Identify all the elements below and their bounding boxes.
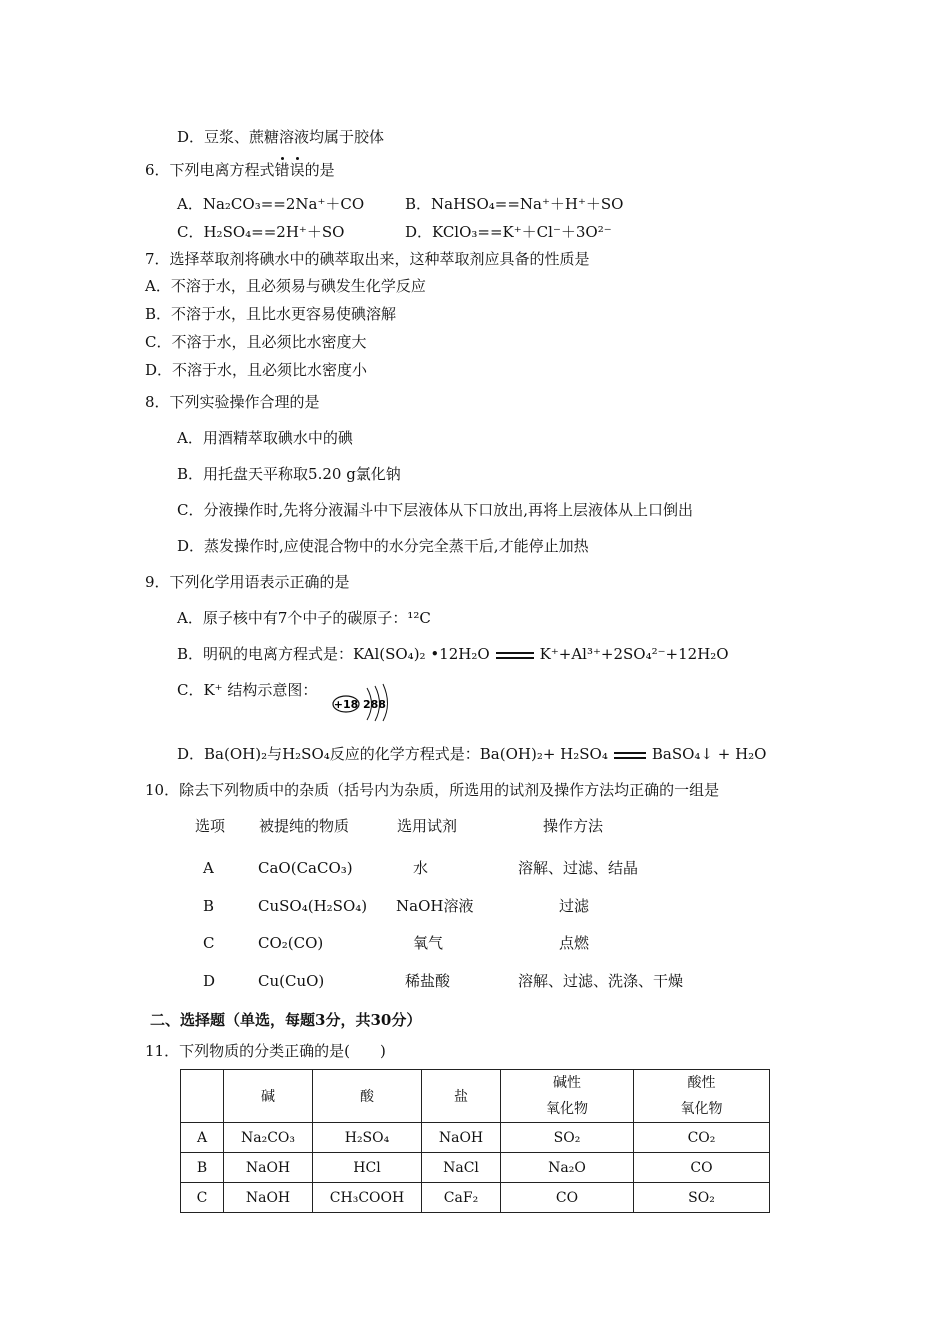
q6-option-a: A．Na₂CO₃==2Na⁺＋CO: [177, 195, 365, 213]
q6-stem-emphasis-2: 误: [289, 161, 305, 179]
electron-shells: 288: [363, 698, 386, 711]
q10-header-option: 选项: [195, 817, 226, 835]
table-cell: SO₂: [501, 1123, 634, 1153]
q7-option-d: D．不溶于水，且必须比水密度小: [145, 361, 368, 379]
q11-stem: 11．下列物质的分类正确的是( ): [145, 1042, 386, 1060]
table-cell: B: [181, 1153, 224, 1183]
equals-sign-icon: [496, 652, 534, 659]
q6-stem: [145, 160, 335, 180]
table-cell: Na₂CO₃: [224, 1123, 313, 1153]
classification-table: [180, 1069, 770, 1213]
q8-option-a: A．用酒精萃取碘水中的碘: [177, 429, 353, 447]
q10-row-c-substance: CO₂(CO): [258, 934, 324, 952]
table-row: [181, 1183, 770, 1213]
q9-option-a: A．原子核中有7个中子的碳原子：¹²C: [177, 609, 431, 627]
q9-b-left: B．明矾的电离方程式是：KAl(SO₄)₂ •12H₂O: [177, 645, 490, 663]
q10-row-d-label: D: [203, 972, 216, 990]
q10-row-a-method: 溶解、过滤、结晶: [518, 859, 639, 877]
q6-stem-emphasis-1: 错: [274, 161, 290, 179]
q10-header-reagent: 选用试剂: [397, 817, 458, 835]
q8-option-c: C．分液操作时,先将分液漏斗中下层液体从下口放出,再将上层液体从上口倒出: [177, 501, 694, 519]
q9-d-left: D．Ba(OH)₂与H₂SO₄反应的化学方程式是：Ba(OH)₂+ H₂SO₄: [177, 745, 608, 763]
section-title: 二、选择题（单选，每题3分，共30分）: [150, 1011, 422, 1029]
q10-header-method: 操作方法: [543, 817, 604, 835]
table-cell: NaOH: [224, 1153, 313, 1183]
q9-option-c: C．K⁺ 结构示意图：: [177, 681, 318, 699]
table-cell: CO₂: [634, 1123, 770, 1153]
table-cell: C: [181, 1183, 224, 1213]
q5-option-d: D．豆浆、蔗糖溶液均属于胶体: [177, 128, 385, 146]
q6-option-b: B．NaHSO₄==Na⁺＋H⁺＋SO: [405, 195, 624, 213]
q10-row-d-reagent: 稀盐酸: [405, 972, 451, 990]
q10-row-d-substance: Cu(CuO): [258, 972, 325, 990]
q9-d-right: BaSO₄↓ + H₂O: [651, 745, 767, 763]
table-header-cell: [181, 1070, 224, 1123]
q6-option-c: C．H₂SO₄==2H⁺＋SO: [177, 223, 345, 241]
q10-row-c-method: 点燃: [559, 934, 590, 952]
table-cell: CO: [634, 1153, 770, 1183]
table-header-row: [181, 1070, 770, 1123]
table-header-cell: 碱性 氧化物: [501, 1070, 634, 1123]
q10-row-d-method: 溶解、过滤、洗涤、干燥: [518, 972, 684, 990]
table-row: [181, 1153, 770, 1183]
table-cell: CH₃COOH: [313, 1183, 422, 1213]
table-cell: SO₂: [634, 1183, 770, 1213]
q10-stem: 10．除去下列物质中的杂质（括号内为杂质，所选用的试剂及操作方法均正确的一组是: [145, 781, 720, 799]
table-cell: NaOH: [422, 1123, 501, 1153]
q7-option-b: B．不溶于水，且比水更容易使碘溶解: [145, 305, 397, 323]
k-ion-structure-diagram: [330, 680, 400, 722]
table-cell: NaOH: [224, 1183, 313, 1213]
equals-sign-icon: [614, 752, 646, 759]
q10-row-a-reagent: 水: [413, 859, 429, 877]
q6-option-d: D．KClO₃==K⁺＋Cl⁻＋3O²⁻: [405, 223, 612, 241]
table-header-cell: 碱: [224, 1070, 313, 1123]
table-cell: NaCl: [422, 1153, 501, 1183]
q10-header-substance: 被提纯的物质: [259, 817, 350, 835]
q10-row-b-method: 过滤: [559, 897, 590, 915]
q10-row-b-label: B: [203, 897, 215, 915]
nucleus-charge: +18: [333, 698, 359, 711]
table-cell: CO: [501, 1183, 634, 1213]
table-header-cell: 盐: [422, 1070, 501, 1123]
q7-stem: 7．选择萃取剂将碘水中的碘萃取出来，这种萃取剂应具备的性质是: [145, 250, 590, 268]
table-header-cell: 酸: [313, 1070, 422, 1123]
q6-stem-pre: 6．下列电离方程式: [145, 161, 275, 179]
table-cell: H₂SO₄: [313, 1123, 422, 1153]
q7-option-c: C．不溶于水，且必须比水密度大: [145, 333, 367, 351]
table-cell: Na₂O: [501, 1153, 634, 1183]
q9-option-b: [177, 644, 729, 664]
q10-row-a-label: A: [203, 859, 214, 877]
table-row: [181, 1123, 770, 1153]
q6-stem-post: 的是: [304, 161, 335, 179]
q10-row-a-substance: CaO(CaCO₃): [258, 859, 353, 877]
table-header-cell: 酸性 氧化物: [634, 1070, 770, 1123]
q7-option-a: A．不溶于水，且必须易与碘发生化学反应: [145, 277, 426, 295]
q10-row-c-label: C: [203, 934, 215, 952]
q9-stem: 9．下列化学用语表示正确的是: [145, 573, 350, 591]
q9-option-d: [177, 744, 766, 764]
q8-stem: 8．下列实验操作合理的是: [145, 393, 320, 411]
q10-row-b-substance: CuSO₄(H₂SO₄): [258, 897, 368, 915]
q8-option-d: D．蒸发操作时,应使混合物中的水分完全蒸干后,才能停止加热: [177, 537, 589, 555]
q9-b-right: K⁺+Al³⁺+2SO₄²⁻+12H₂O: [539, 645, 729, 663]
table-cell: CaF₂: [422, 1183, 501, 1213]
q8-option-b: B．用托盘天平称取5.20 g氯化钠: [177, 465, 401, 483]
table-cell: A: [181, 1123, 224, 1153]
table-cell: HCl: [313, 1153, 422, 1183]
q10-row-c-reagent: 氧气: [413, 934, 444, 952]
q10-row-b-reagent: NaOH溶液: [396, 897, 474, 915]
